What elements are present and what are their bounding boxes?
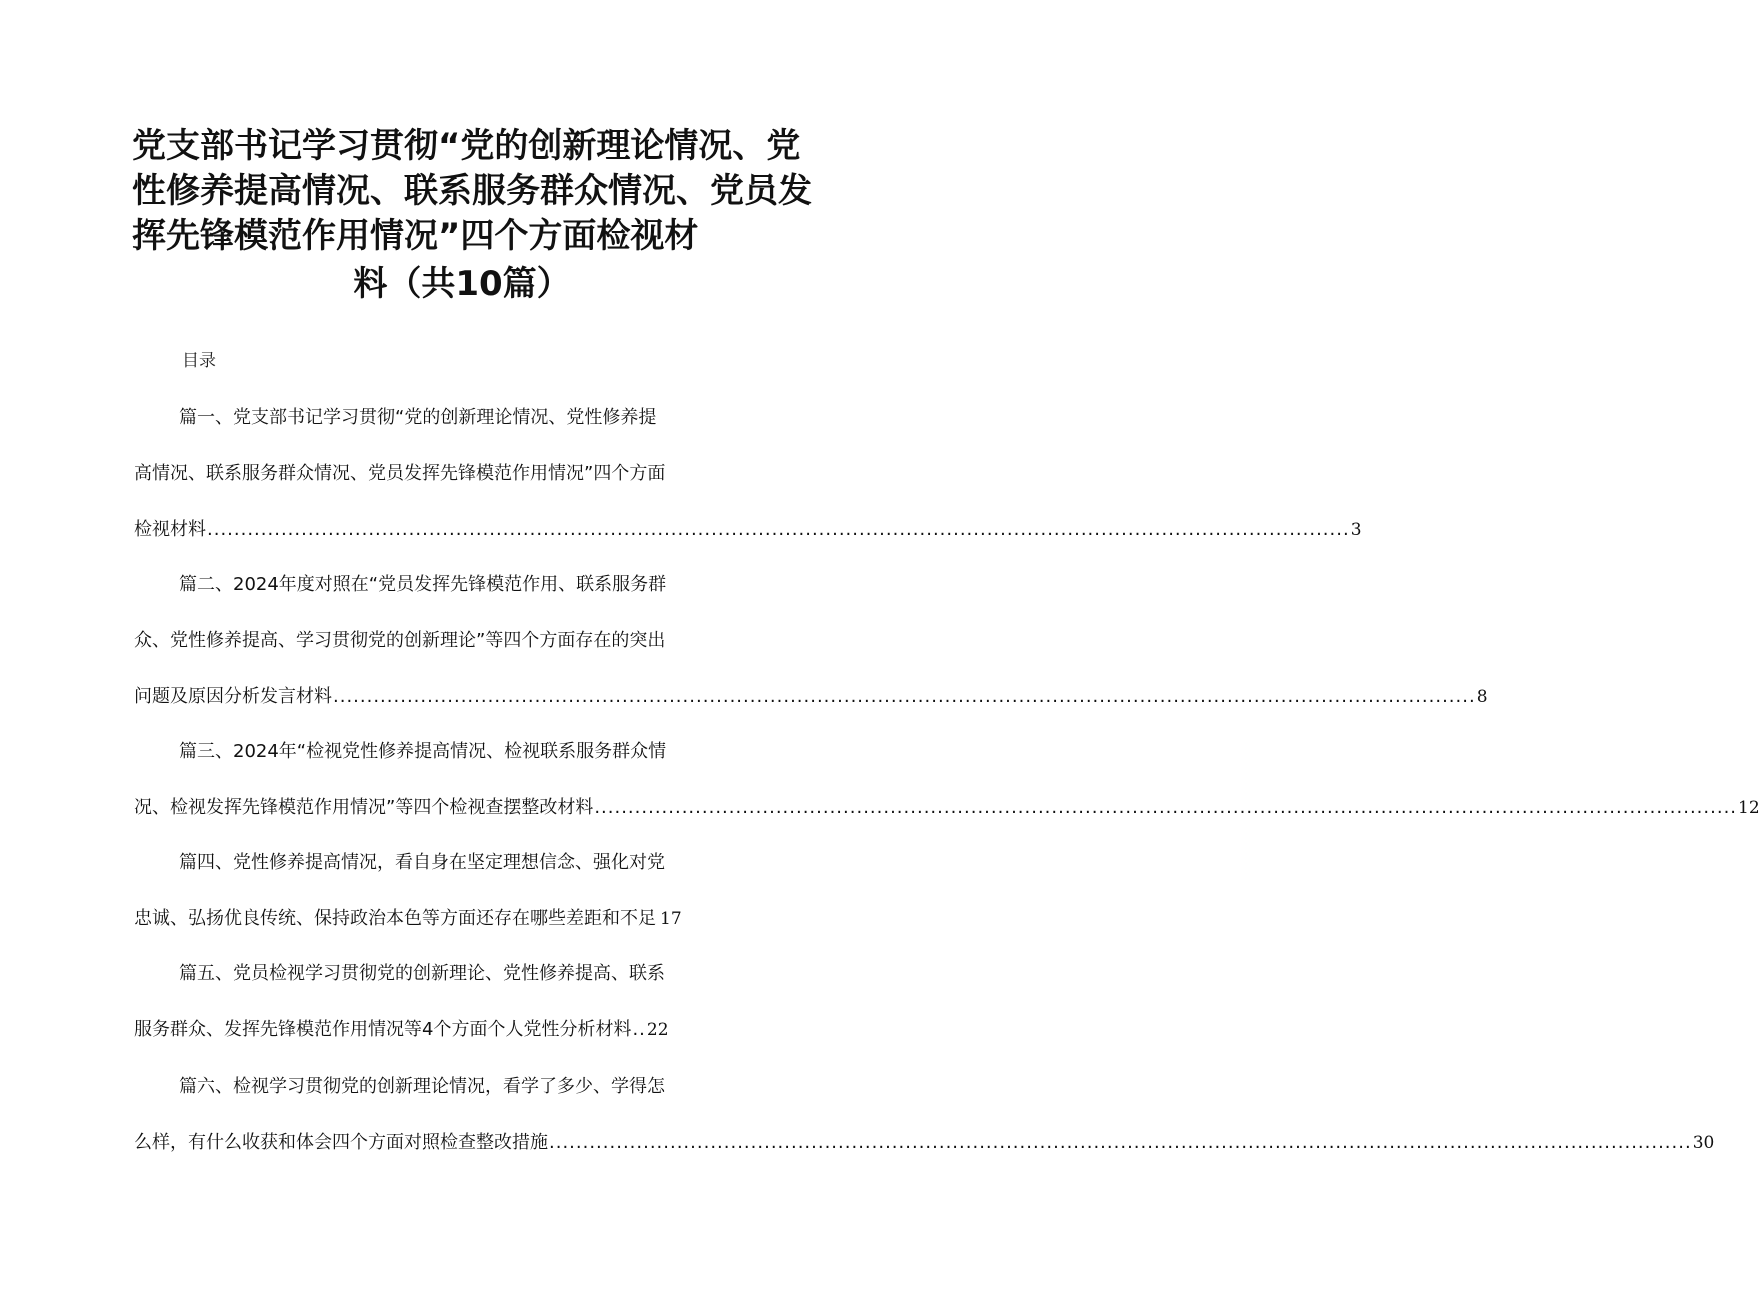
toc-entry-2[interactable] [134, 557, 1488, 725]
toc-leader-dots: .. [632, 1019, 646, 1040]
toc-leader-dots: .......................................................................................................................................................................... [549, 1132, 1692, 1153]
toc-entry-line: 篇一、党支部书记学习贯彻“党的创新理论情况、党性修养提 [179, 407, 657, 428]
toc-entry-line: 检视材料 [134, 519, 206, 540]
toc-entry-line: 况、检视发挥先锋模范作用情况”等四个检视查摆整改材料 [134, 797, 594, 818]
toc-entry-3[interactable] [134, 724, 1760, 836]
toc-entry-line: 篇六、检视学习贯彻党的创新理论情况，看学了多少、学得怎 [179, 1076, 665, 1097]
toc-page-number: 8 [1476, 687, 1488, 707]
title-line: 挥先锋模范作用情况”四个方面检视材 [132, 216, 699, 256]
toc-page-number: 12 [1738, 798, 1760, 818]
toc-entry-line: 篇二、2024年度对照在“党员发挥先锋模范作用、联系服务群 [179, 574, 667, 595]
toc-leader-dots: .......................................................................................................................................................................... [207, 519, 1350, 540]
toc-heading: 目录 [182, 351, 216, 371]
toc-page-number: 22 [646, 1020, 669, 1040]
toc-entry-6[interactable] [134, 1059, 1715, 1171]
toc-entry-5[interactable] [134, 946, 784, 1058]
toc-page-number: 3 [1350, 520, 1362, 540]
toc-entry-line: 众、党性修养提高、学习贯彻党的创新理论”等四个方面存在的突出 [134, 630, 666, 651]
toc-page-number: 30 [1692, 1133, 1715, 1153]
toc-leader-dots: .......................................................................................................................................................................... [333, 686, 1476, 707]
toc-entry-line: 么样，有什么收获和体会四个方面对照检查整改措施 [134, 1132, 548, 1153]
toc-entry-line: 服务群众、发挥先锋模范作用情况等4个方面个人党性分析材料 [134, 1019, 632, 1040]
toc-entry-line: 忠诚、弘扬优良传统、保持政治本色等方面还存在哪些差距和不足 [134, 908, 656, 929]
title-line: 性修养提高情况、联系服务群众情况、党员发 [132, 171, 812, 211]
toc-entry-line: 高情况、联系服务群众情况、党员发挥先锋模范作用情况”四个方面 [134, 463, 666, 484]
document-title [132, 124, 812, 307]
title-line: 党支部书记学习贯彻“党的创新理论情况、党 [132, 126, 801, 166]
title-line: 料（共10篇） [353, 264, 571, 304]
toc-entry-line: 篇五、党员检视学习贯彻党的创新理论、党性修养提高、联系 [179, 963, 665, 984]
toc-entry-line: 篇三、2024年“检视党性修养提高情况、检视联系服务群众情 [179, 741, 667, 762]
toc-entry-4[interactable] [134, 835, 784, 947]
toc-page-number: 17 [660, 909, 682, 929]
toc-entry-line: 问题及原因分析发言材料 [134, 686, 332, 707]
toc-entry-1[interactable] [134, 390, 1362, 558]
toc-entry-line: 篇四、党性修养提高情况，看自身在坚定理想信念、强化对党 [179, 852, 665, 873]
toc-leader-dots: .......................................................................................................................................................................... [594, 797, 1738, 818]
